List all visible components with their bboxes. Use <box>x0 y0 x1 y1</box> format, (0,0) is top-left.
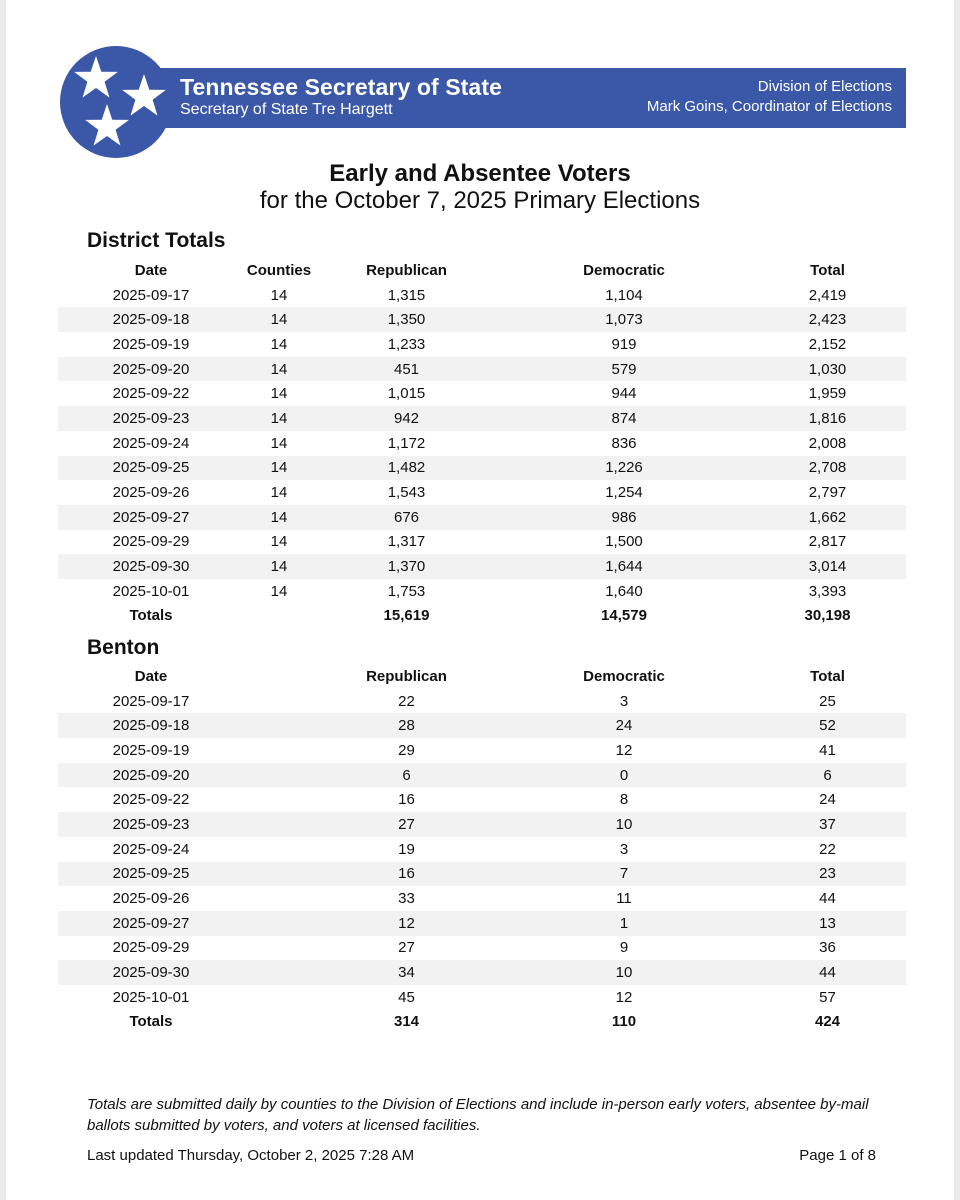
table-cell: 0 <box>499 763 749 788</box>
last-updated: Last updated Thursday, October 2, 2025 7:28 AM <box>87 1147 415 1164</box>
table-row <box>58 738 906 763</box>
table-cell: 3,014 <box>749 554 906 579</box>
table-row <box>58 787 906 812</box>
table-cell <box>244 886 314 911</box>
table-cell: 14 <box>270 582 288 600</box>
page-title: Early and Absentee Voters <box>329 160 631 187</box>
table-cell: 41 <box>819 741 836 759</box>
table-cell: 14,579 <box>499 604 749 629</box>
org-name: Tennessee Secretary of State <box>180 74 502 100</box>
table-row <box>58 812 906 837</box>
table-cell: 3 <box>619 840 629 858</box>
table-cell: 2,797 <box>808 484 847 502</box>
table-cell: 13 <box>749 911 906 936</box>
table-cell: 2025-09-25 <box>58 456 244 481</box>
table-cell <box>244 985 314 1010</box>
table-cell: 2025-09-20 <box>58 357 244 382</box>
table-cell: 15,619 <box>314 604 499 629</box>
table-cell: 2,152 <box>808 335 847 353</box>
table-cell: 2,419 <box>808 286 847 304</box>
table-cell <box>244 738 314 763</box>
table-cell: 1,172 <box>387 434 426 452</box>
table-row <box>58 530 906 555</box>
table-cell <box>244 936 314 961</box>
table-row <box>58 357 906 382</box>
table-row <box>58 960 906 985</box>
table-cell: 314 <box>314 1010 499 1035</box>
table-cell: 1,350 <box>314 307 499 332</box>
table-row <box>58 862 906 887</box>
table-cell: 2025-09-23 <box>58 812 244 837</box>
table-cell: 3 <box>619 692 629 710</box>
table-cell: 14 <box>244 505 314 530</box>
table-cell: 986 <box>499 505 749 530</box>
table-cell: 1,030 <box>749 357 906 382</box>
table-cell: 2025-09-17 <box>112 286 190 304</box>
table-cell: 942 <box>314 406 499 431</box>
table-cell: 14 <box>270 533 288 551</box>
table-cell: 23 <box>749 862 906 887</box>
table-row <box>58 456 906 481</box>
column-header: Counties <box>246 261 312 279</box>
table-cell: 9 <box>619 939 629 957</box>
table-cell: 1,543 <box>387 484 426 502</box>
table-cell <box>244 787 314 812</box>
table-cell: 22 <box>398 692 415 710</box>
table-row <box>58 579 906 604</box>
table-cell: 7 <box>499 862 749 887</box>
table-cell: 11 <box>616 890 632 908</box>
table-row <box>58 307 906 332</box>
table-cell <box>244 1010 314 1035</box>
column-header: Democratic <box>583 667 665 685</box>
table-cell: 14 <box>270 335 288 353</box>
table-cell: 1,073 <box>499 307 749 332</box>
table-cell: 1,254 <box>605 484 643 502</box>
table-header-row <box>58 664 906 689</box>
table-row <box>58 381 906 406</box>
table-cell: 874 <box>499 406 749 431</box>
table-row <box>58 431 906 456</box>
totals-row <box>58 604 906 629</box>
table-cell: 2025-09-18 <box>58 713 244 738</box>
benton-table <box>58 664 906 1034</box>
table-cell: 19 <box>398 840 415 858</box>
table-row <box>58 283 906 308</box>
table-cell: 33 <box>398 890 415 908</box>
table-cell: 2025-10-01 <box>112 988 190 1006</box>
table-cell: 22 <box>819 840 836 858</box>
table-cell: 1,317 <box>387 533 426 551</box>
table-cell: 2,008 <box>808 434 847 452</box>
table-cell: 579 <box>499 357 749 382</box>
table-row <box>58 911 906 936</box>
table-cell: 8 <box>619 791 629 809</box>
table-cell: 1,816 <box>749 406 906 431</box>
table-cell: 52 <box>749 713 906 738</box>
tennessee-tri-star-logo-icon <box>58 44 174 160</box>
table-cell: 2025-09-22 <box>112 791 190 809</box>
table-row <box>58 936 906 961</box>
table-cell: 2025-09-29 <box>112 939 190 957</box>
page-subtitle: for the October 7, 2025 Primary Elections <box>259 187 701 214</box>
secretary-name: Secretary of State Tre Hargett <box>180 101 393 118</box>
table-cell: 30,198 <box>749 604 906 629</box>
table-cell: 2025-09-20 <box>58 763 244 788</box>
coordinator-name: Mark Goins, Coordinator of Elections <box>646 98 892 115</box>
table-cell: 2025-09-17 <box>112 692 190 710</box>
table-cell <box>244 911 314 936</box>
table-cell: 2,817 <box>808 533 847 551</box>
table-cell: 836 <box>611 434 637 452</box>
table-cell <box>244 862 314 887</box>
table-cell: 2025-09-27 <box>58 911 244 936</box>
table-cell: 14 <box>270 434 288 452</box>
table-cell <box>244 713 314 738</box>
column-header: Total <box>810 261 845 279</box>
table-cell: 27 <box>314 812 499 837</box>
table-cell: 1,753 <box>387 582 426 600</box>
table-cell: 3,393 <box>808 582 847 600</box>
column-header: Date <box>134 667 168 685</box>
table-cell: 424 <box>749 1010 906 1035</box>
table-cell <box>244 812 314 837</box>
table-cell <box>244 689 314 714</box>
table-cell: 2025-09-19 <box>112 741 190 759</box>
table-cell: 16 <box>314 862 499 887</box>
table-cell: 45 <box>398 988 415 1006</box>
table-cell: 1,662 <box>749 505 906 530</box>
table-cell: 29 <box>398 741 415 759</box>
table-row <box>58 837 906 862</box>
table-cell: 2025-09-24 <box>112 840 190 858</box>
table-row <box>58 886 906 911</box>
table-cell: 451 <box>314 357 499 382</box>
column-header: Total <box>810 667 845 685</box>
table-row <box>58 554 906 579</box>
column-header: Democratic <box>583 261 665 279</box>
table-cell: 2025-09-18 <box>58 307 244 332</box>
table-header-row <box>58 258 906 283</box>
table-cell: 1,233 <box>387 335 426 353</box>
table-row <box>58 985 906 1010</box>
table-cell: 1,104 <box>605 286 643 304</box>
table-cell: 2025-09-23 <box>58 406 244 431</box>
table-cell: 944 <box>611 385 637 403</box>
table-cell: 14 <box>270 484 288 502</box>
table-cell: 2,708 <box>749 456 906 481</box>
column-header: Republican <box>366 261 447 279</box>
table-row <box>58 332 906 357</box>
totals-row <box>58 1010 906 1035</box>
table-cell: 6 <box>314 763 499 788</box>
table-cell <box>244 837 314 862</box>
division-name: Division of Elections <box>757 78 892 95</box>
table-row <box>58 406 906 431</box>
column-header: Republican <box>366 667 447 685</box>
table-cell: 14 <box>244 554 314 579</box>
table-cell: 2025-09-19 <box>112 335 190 353</box>
table-cell <box>244 604 314 629</box>
table-cell: 1,644 <box>499 554 749 579</box>
table-cell: 12 <box>615 741 633 759</box>
table-cell <box>244 763 314 788</box>
table-cell: 2025-09-26 <box>112 484 190 502</box>
table-row <box>58 689 906 714</box>
table-cell: 57 <box>819 988 836 1006</box>
table-cell: 14 <box>244 456 314 481</box>
table-cell: 1,015 <box>387 385 426 403</box>
page-number: Page 1 of 8 <box>799 1147 876 1164</box>
table-cell: 2025-09-30 <box>58 554 244 579</box>
table-cell: 2025-09-27 <box>58 505 244 530</box>
table-cell: 676 <box>314 505 499 530</box>
table-cell: 14 <box>270 385 288 403</box>
footnote: Totals are submitted daily by counties to the Division of Elections and include in-person early voters, absentee by-mail ballots submitted by voters, and voters at licensed facilities. <box>87 1096 869 1134</box>
table-cell: 1,315 <box>387 286 426 304</box>
table-cell: 37 <box>749 812 906 837</box>
table-cell: 1,482 <box>314 456 499 481</box>
table-cell <box>244 960 314 985</box>
table-cell: 1 <box>499 911 749 936</box>
table-cell: 2025-09-29 <box>112 533 190 551</box>
table-cell: 24 <box>819 791 836 809</box>
table-cell: 10 <box>499 812 749 837</box>
header-banner <box>130 68 906 128</box>
table-cell: 34 <box>314 960 499 985</box>
table-cell: 36 <box>819 939 836 957</box>
table-cell: 10 <box>499 960 749 985</box>
district-totals-table <box>58 258 906 628</box>
table-cell: 110 <box>499 1010 749 1035</box>
district-totals-heading: District Totals <box>87 229 226 252</box>
table-row <box>58 480 906 505</box>
column-header <box>244 664 314 689</box>
table-cell: 2025-09-26 <box>112 890 190 908</box>
table-cell: 44 <box>749 960 906 985</box>
table-cell: 25 <box>819 692 836 710</box>
table-cell: 1,500 <box>605 533 643 551</box>
table-cell: 14 <box>244 406 314 431</box>
table-cell: 16 <box>398 791 415 809</box>
table-cell: 44 <box>819 890 836 908</box>
table-cell: 2025-10-01 <box>112 582 190 600</box>
table-cell: 1,959 <box>808 385 847 403</box>
table-cell: 14 <box>244 357 314 382</box>
table-cell: 1,226 <box>499 456 749 481</box>
table-cell: 919 <box>611 335 637 353</box>
table-cell: Totals <box>58 604 244 629</box>
table-cell: 27 <box>398 939 415 957</box>
table-cell: 12 <box>615 988 633 1006</box>
table-cell: 2025-09-24 <box>112 434 190 452</box>
table-row <box>58 763 906 788</box>
table-cell: 2025-09-22 <box>112 385 190 403</box>
table-cell: 14 <box>244 307 314 332</box>
table-cell: 1,370 <box>314 554 499 579</box>
table-cell: 6 <box>749 763 906 788</box>
column-header: Date <box>134 261 168 279</box>
table-cell: 2,423 <box>749 307 906 332</box>
table-cell: Totals <box>58 1010 244 1035</box>
table-cell: 12 <box>314 911 499 936</box>
table-cell: 14 <box>270 286 288 304</box>
table-cell: 2025-09-25 <box>58 862 244 887</box>
table-cell: 1,640 <box>605 582 643 600</box>
table-cell: 24 <box>499 713 749 738</box>
table-cell: 28 <box>314 713 499 738</box>
table-cell: 2025-09-30 <box>58 960 244 985</box>
table-row <box>58 713 906 738</box>
benton-heading: Benton <box>87 636 160 659</box>
table-row <box>58 505 906 530</box>
